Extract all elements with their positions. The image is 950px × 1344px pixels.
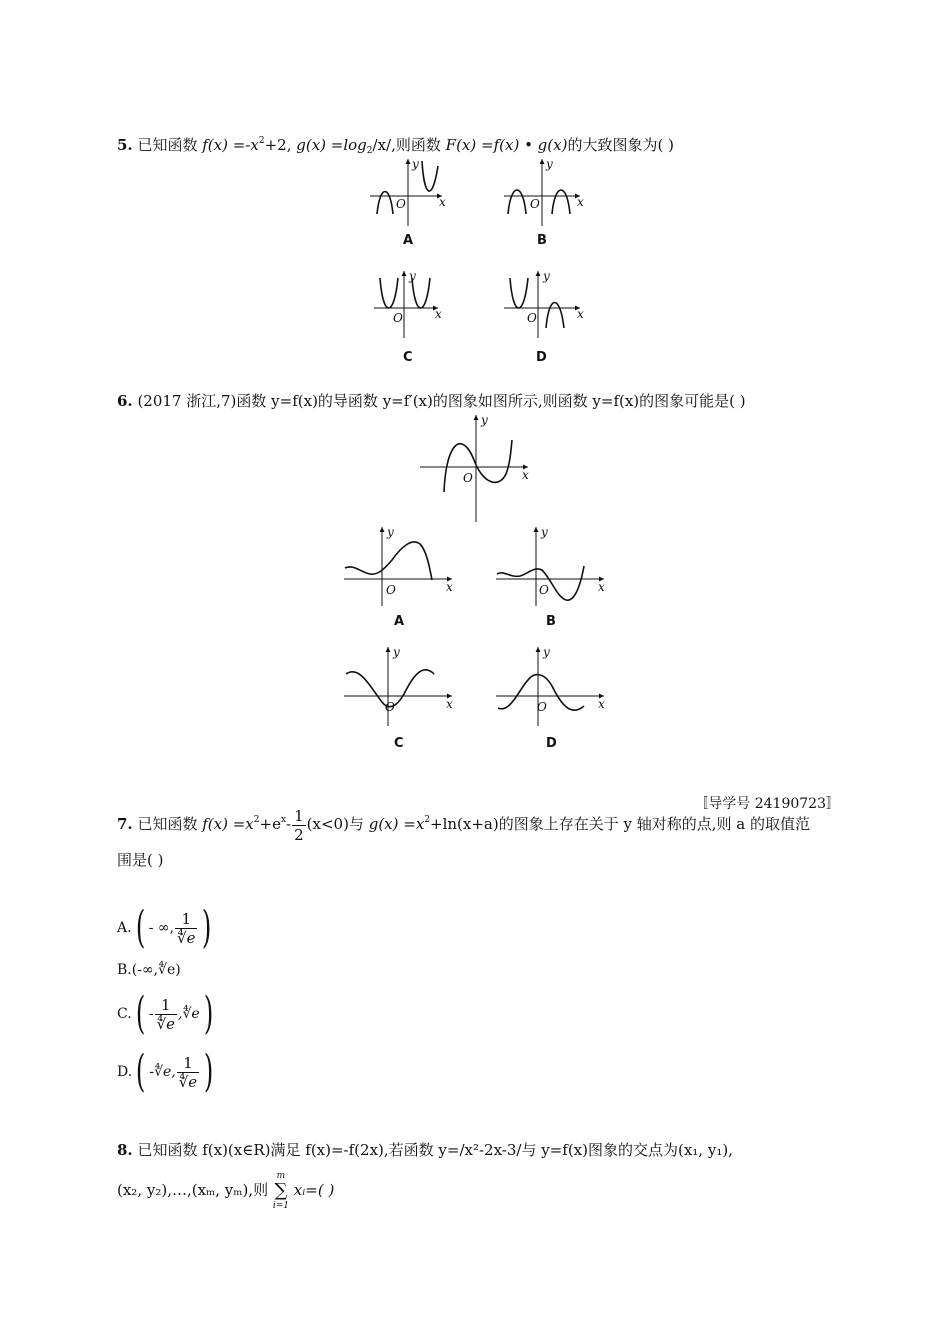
option-label-c: C [394,736,404,751]
q5-graph-c [372,268,444,340]
y-label: y [412,157,419,171]
exponent: 2 [424,815,431,825]
fraction-numerator: 1 [177,1054,199,1073]
right-paren: ) [203,988,213,1039]
formula-part: - [286,815,292,833]
question-text: 已知函数 [137,815,198,833]
option-text: - ∞, [148,920,175,936]
x-label: x [577,195,584,209]
q5-graph-d [502,268,586,340]
left-paren: ( [135,902,145,953]
y-label: y [387,525,394,539]
option-label: C. [117,1006,132,1022]
option-a [117,902,216,953]
origin-label: O [385,700,395,714]
formula-part: +e [259,815,281,833]
origin-label: O [386,583,396,597]
x-label: x [446,697,453,711]
exponent: x [280,815,287,825]
fraction-denominator: 2 [294,825,304,844]
formula-g: g(x) =log [296,136,367,154]
question-number: 5. [117,136,133,154]
option-label-c: C [403,350,413,365]
formula-tail: (x<0)与 [306,815,364,833]
fraction [177,1054,199,1091]
question-8 [117,1140,733,1160]
formula-f: f(x) =x [202,815,254,833]
y-label: y [409,269,416,283]
origin-label: O [527,311,537,325]
option-label: B. [117,962,132,978]
q6-graph-b [494,524,610,608]
formula-g: g(x) =x [368,815,425,833]
question-8-line-2 [117,1168,334,1212]
question-text: 的大致图象为( ) [567,136,674,154]
x-label: x [522,468,529,482]
q5-graph-b [502,156,586,228]
question-7 [117,800,810,844]
option-label-a: A [394,614,405,629]
option-text: -∜e, [149,1064,176,1080]
question-number: 6. [117,392,133,410]
option-label-d: D [536,350,547,365]
fraction-denominator: ∜e [177,928,196,947]
x-label: x [577,307,584,321]
origin-label: O [393,311,403,325]
fraction-denominator: ∜e [156,1014,176,1033]
option-label-d: D [546,736,557,751]
question-text: 已知函数 [137,136,198,154]
origin-label: O [539,583,549,597]
option-label-b: B [537,233,547,248]
q5-graph-a [368,156,448,228]
y-label: y [543,645,550,659]
question-text: xᵢ=( ) [293,1181,335,1199]
fraction-denominator: ∜e [178,1072,198,1091]
question-number: 8. [117,1141,133,1159]
y-label: y [541,525,548,539]
option-label-a: A [403,233,414,248]
y-label: y [481,413,488,427]
right-paren: ) [204,1046,214,1097]
x-label: x [435,307,442,321]
question-text: 则函数 [395,136,441,154]
origin-label: O [396,197,406,211]
sum-lower-limit: i=1 [272,1201,290,1211]
left-paren: ( [135,988,145,1039]
option-b [117,962,181,978]
right-paren: ) [202,902,212,953]
y-label: y [393,645,400,659]
question-number: 7. [117,815,133,833]
left-paren: ( [136,1046,146,1097]
fraction [175,910,197,947]
formula-F: F(x) =f(x) • g(x) [445,136,568,154]
reference-number: 〚导学号 24190723〛 [694,796,840,812]
fraction [292,807,306,844]
x-label: x [446,580,453,594]
x-label: x [598,580,605,594]
option-text: - [148,1006,154,1022]
summation [273,1170,289,1212]
q6-graph-d [494,644,610,728]
question-text: 已知函数 f(x)(x∈R)满足 f(x)=-f(2x),若函数 y=/x²-2x-3/与 y=f(x)图象的交点为(x₁, y₁), [137,1141,733,1159]
fraction [155,996,177,1033]
question-text: (2017 浙江,7)函数 y=f(x)的导函数 y=f′(x)的图象如图所示,则函数 y=f(x)的图象可能是( ) [137,392,746,410]
sum-upper-limit: m [276,1171,286,1181]
question-text: (x₂, y₂),…,(xₘ, yₘ),则 [117,1181,269,1199]
option-label: A. [117,920,132,936]
log-base: 2 [366,146,373,156]
option-text: ,∜e [178,1006,200,1022]
formula-f: f(x) =-x [202,136,259,154]
x-label: x [598,697,605,711]
exponent: 2 [258,136,265,146]
y-label: y [546,157,553,171]
question-text: +ln(x+a)的图象上存在关于 y 轴对称的点,则 a 的取值范 [430,815,810,833]
fraction-numerator: 1 [175,910,197,929]
exponent: 2 [253,815,260,825]
origin-label: O [463,471,473,485]
option-c [117,988,217,1039]
question-6 [117,391,746,411]
q6-graph-c [342,644,458,728]
q6-graph-a [342,524,458,608]
formula-tail: /x/, [372,136,396,154]
origin-label: O [537,700,547,714]
option-label-b: B [546,614,556,629]
option-d [117,1046,217,1097]
question-7-line-2: 围是( ) [117,851,164,869]
sigma-symbol: ∑ [274,1180,288,1201]
option-text: (-∞,∜e) [131,962,181,978]
origin-label: O [530,197,540,211]
x-label: x [439,195,446,209]
formula-tail: +2, [264,136,292,154]
fraction-numerator: 1 [155,996,177,1015]
fraction-numerator: 1 [294,806,304,825]
option-label: D. [117,1064,133,1080]
y-label: y [543,269,550,283]
q6-derivative-graph [418,412,534,524]
